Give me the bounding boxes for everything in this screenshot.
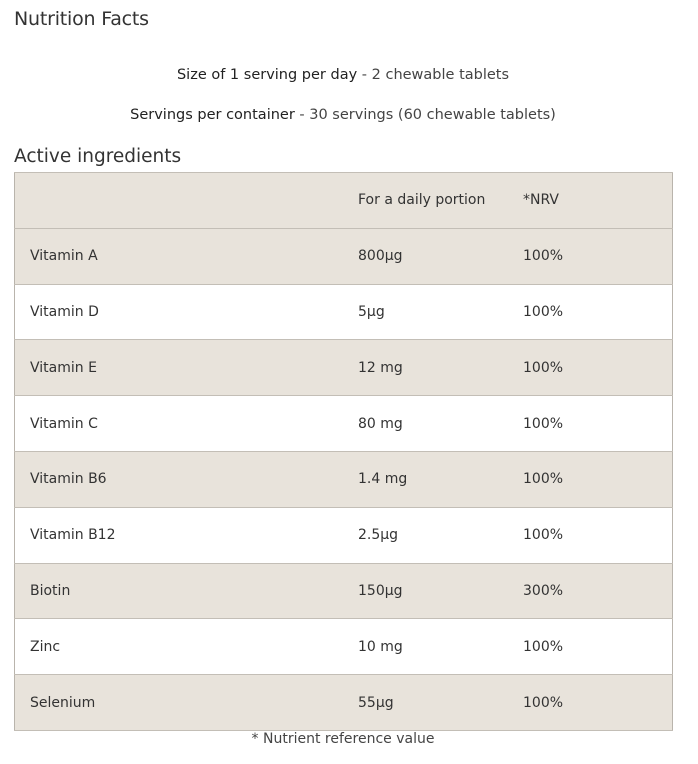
- nrv-footnote: * Nutrient reference value: [251, 731, 435, 747]
- table-row: [15, 396, 673, 452]
- serving-size-value: - 2 chewable tablets: [357, 67, 510, 83]
- serving-size-line: [0, 67, 686, 83]
- ingredient-name: Vitamin E: [15, 340, 359, 396]
- table-row: [15, 340, 673, 396]
- ingredient-nrv: 100%: [523, 340, 673, 396]
- ingredient-amount: 10 mg: [358, 619, 523, 675]
- ingredient-amount: 150µg: [358, 563, 523, 619]
- page-title: Nutrition Facts: [14, 8, 149, 30]
- ingredient-name: Biotin: [15, 563, 359, 619]
- table-header-row: [15, 173, 673, 229]
- ingredient-amount: 12 mg: [358, 340, 523, 396]
- serving-size-label: Size of 1 serving per day: [176, 67, 358, 83]
- servings-per-container-line: [0, 107, 686, 123]
- servings-per-container-value: - 30 servings (60 chewable tablets): [294, 107, 556, 123]
- table-row: [15, 228, 673, 284]
- servings-per-container-label: Servings per container: [130, 107, 295, 123]
- ingredient-name: Vitamin B6: [15, 451, 359, 507]
- header-nrv: *NRV: [523, 173, 673, 229]
- ingredient-nrv: 100%: [523, 507, 673, 563]
- ingredient-name: Selenium: [15, 675, 359, 731]
- ingredient-name: Vitamin B12: [15, 507, 359, 563]
- ingredient-name: Vitamin D: [15, 284, 359, 340]
- ingredients-table: [14, 172, 673, 731]
- ingredient-nrv: 100%: [523, 396, 673, 452]
- section-title: Active ingredients: [14, 146, 182, 167]
- ingredient-nrv: 100%: [523, 675, 673, 731]
- table-row: [15, 563, 673, 619]
- ingredient-nrv: 300%: [523, 563, 673, 619]
- ingredient-amount: 1.4 mg: [358, 451, 523, 507]
- table-row: [15, 675, 673, 731]
- ingredient-nrv: 100%: [523, 228, 673, 284]
- ingredient-amount: 2.5µg: [358, 507, 523, 563]
- ingredient-amount: 5µg: [358, 284, 523, 340]
- table-row: [15, 619, 673, 675]
- ingredient-name: Zinc: [15, 619, 359, 675]
- header-ingredient: [15, 173, 359, 229]
- ingredient-amount: 55µg: [358, 675, 523, 731]
- table-row: [15, 507, 673, 563]
- table-row: [15, 284, 673, 340]
- ingredient-nrv: 100%: [523, 451, 673, 507]
- ingredient-amount: 800µg: [358, 228, 523, 284]
- header-daily-portion: For a daily portion: [358, 173, 523, 229]
- ingredient-amount: 80 mg: [358, 396, 523, 452]
- ingredient-name: Vitamin A: [15, 228, 359, 284]
- ingredient-nrv: 100%: [523, 619, 673, 675]
- ingredient-name: Vitamin C: [15, 396, 359, 452]
- table-row: [15, 451, 673, 507]
- ingredient-nrv: 100%: [523, 284, 673, 340]
